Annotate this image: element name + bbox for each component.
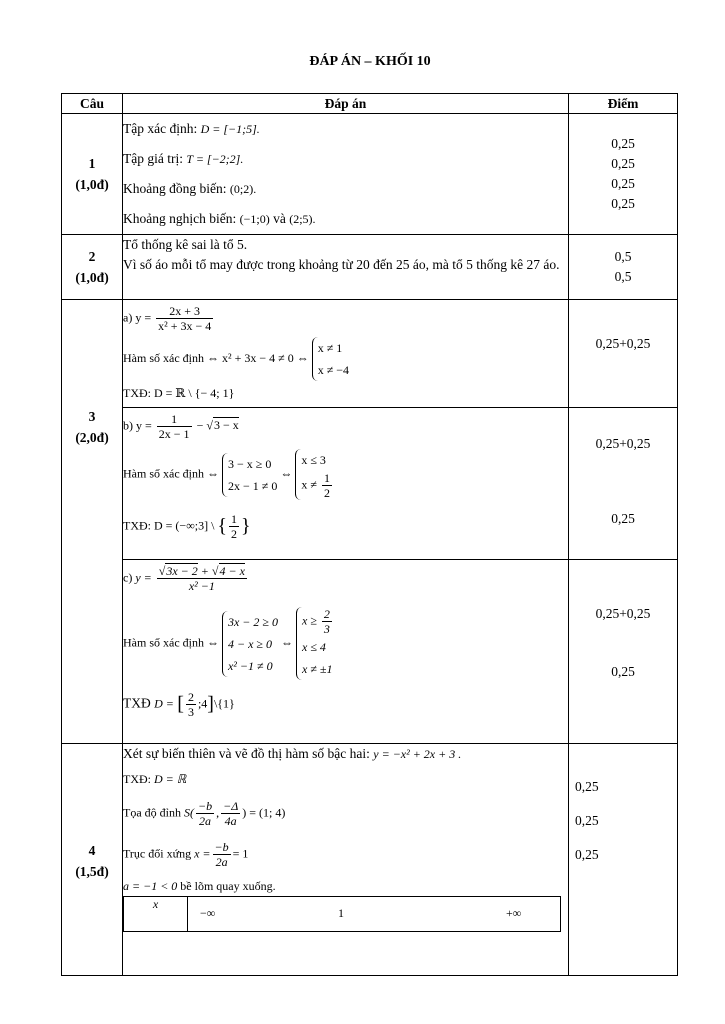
q3c-formula: c) y = $\frac{√3x - 2 + √4 - x}{\text{x² −1}}$ [123, 564, 245, 593]
q1-line-2: Tập giá trị: T = [−2;2]. [123, 151, 244, 166]
question-1-answer [123, 114, 569, 235]
var-x-label: x [124, 897, 188, 932]
header-dap-an: Đáp án [123, 94, 569, 114]
q4-concavity: a = −1 < 0 bề lõm quay xuống. [123, 879, 276, 893]
question-1-row [62, 114, 678, 235]
page-title: ĐÁP ÁN – KHỐI 10 [309, 54, 431, 69]
q1-line-3: Khoảng đồng biến: (0;2). [123, 181, 257, 196]
variation-table [123, 896, 561, 932]
q4-axis: Trục đối xứng x = $\frac{-b}{2a}$ = 1 [123, 840, 249, 869]
question-1-scores: 0,25 0,25 0,25 0,25 [569, 114, 678, 235]
q3c-condition: Hàm số xác định ⇔ 3x − 2 ≥ 0 4 − x ≥ 0 x² −1 ≠ 0 ⇔ x ≥ $\frac{2}{3}$ x ≤ 4 x ≠ ±1 [123, 607, 568, 680]
question-3-number: 3 (2,0đ) [62, 300, 123, 744]
question-3a-row [62, 300, 678, 408]
q3b-domain: TXĐ: D = (−∞;3] \ { $\frac{1}{2}$ } [123, 512, 251, 541]
question-3a-scores: 0,25+0,25 [569, 300, 678, 408]
q3b-condition: Hàm số xác định ⇔ 3 − x ≥ 0 2x − 1 ≠ 0 ⇔ x ≤ 3 x ≠ $\frac{1}{2}$ [123, 449, 568, 500]
q1-line-1: Tập xác định: D = [−1;5]. [123, 121, 260, 136]
q3b-formula: b) y = $\frac{1}{2x - 1}$ − √3 − x [123, 412, 239, 441]
q4-line-1: Xét sự biến thiên và vẽ đồ thị hàm số bậc hai: y = −x² + 2x + 3 . [123, 746, 462, 761]
q4-line-2: TXĐ: D = ℝ [123, 772, 187, 786]
question-1-number: 1 (1,0đ) [62, 114, 123, 235]
question-3c-scores: 0,25+0,25 0,25 [569, 560, 678, 744]
question-2-row [62, 235, 678, 300]
q3c-domain: TXĐ D = [ $\frac{2}{3}$ ;4]\{1} [123, 690, 235, 719]
question-2-answer [123, 235, 569, 300]
question-3a-answer [123, 300, 569, 408]
question-3b-answer [123, 408, 569, 560]
question-4-scores: 0,25 0,25 0,25 [569, 744, 678, 976]
q3a-formula: a) y = $\frac{2x + 3}{\text{x² + 3x − 4}}$ [123, 304, 212, 333]
question-2-number: 2 (1,0đ) [62, 235, 123, 300]
q3a-condition: Hàm số xác định ⇔ x² + 3x − 4 ≠ 0 ⇔ x ≠ 1 x ≠ −4 [123, 337, 568, 381]
q1-line-4: Khoảng nghịch biến: (−1;0) và (2;5). [123, 211, 316, 226]
answer-table [61, 93, 678, 976]
question-4-row [62, 744, 678, 976]
header-cau: Câu [62, 94, 123, 114]
question-3b-scores: 0,25+0,25 0,25 [569, 408, 678, 560]
q3a-domain: TXĐ: D = ℝ \ {− 4; 1} [123, 386, 235, 400]
q2-line-1: Tổ thống kê sai là tổ 5. [123, 237, 248, 252]
header-diem: Điểm [569, 94, 678, 114]
question-3b-row [62, 408, 678, 560]
question-4-answer [123, 744, 569, 976]
var-x-values: −∞ 1 +∞ [188, 897, 561, 932]
q2-line-2: Vì số áo mỗi tổ may được trong khoảng từ 20 đến 25 áo, mà tổ 5 thống kê 27 áo. [123, 257, 560, 272]
question-3c-answer [123, 560, 569, 744]
q4-vertex: Tọa độ đỉnh S( $\frac{-b}{2a}$ , $\frac{-\Delta}{4a}$ ) = (1; 4) [123, 799, 286, 828]
question-3c-row [62, 560, 678, 744]
header-row [62, 94, 678, 114]
question-2-scores: 0,5 0,5 [569, 235, 678, 300]
question-4-number: 4 (1,5đ) [62, 744, 123, 976]
